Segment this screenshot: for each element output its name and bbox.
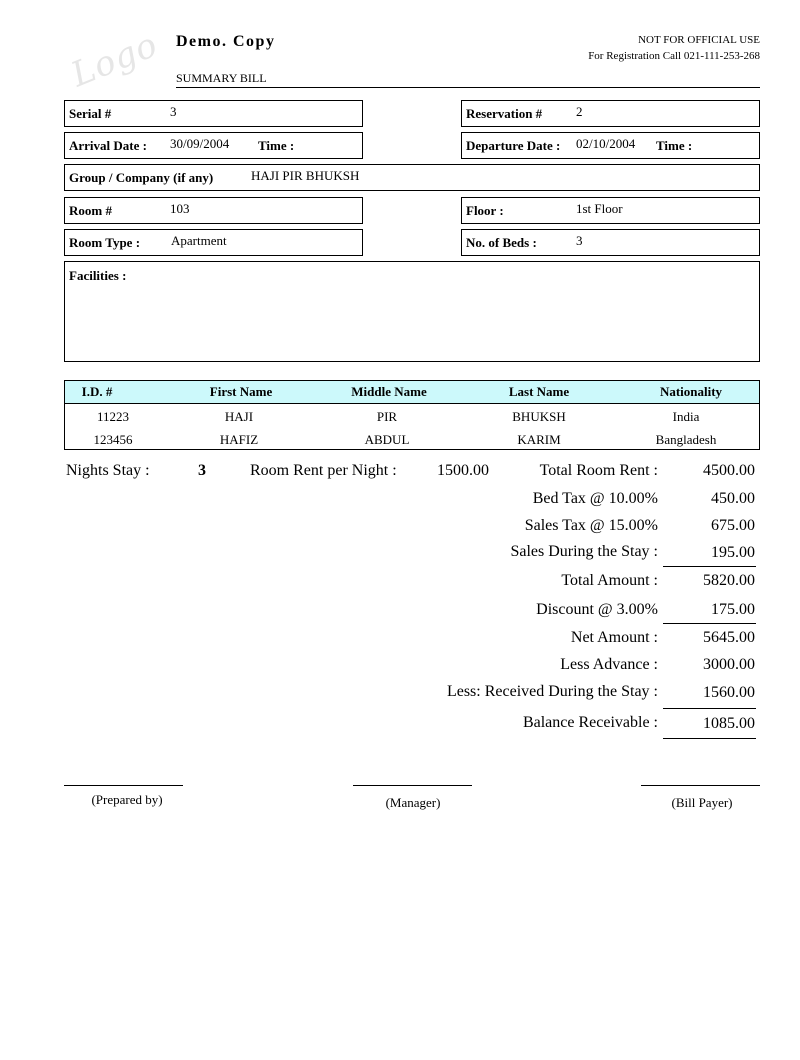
- manager-label: (Manager): [385, 795, 441, 810]
- room-type-value: Apartment: [171, 233, 227, 248]
- cell-nationality: Bangladesh: [655, 432, 717, 447]
- prepared-signature-line: [64, 785, 183, 786]
- room-rent-value: 1500.00: [437, 462, 489, 479]
- guests-table-header: [65, 381, 759, 404]
- cell-first-name: HAJI: [224, 409, 254, 424]
- beds-box: [461, 229, 760, 256]
- header-nationality: Nationality: [659, 384, 723, 399]
- payer-signature-line: [641, 785, 760, 786]
- sales-during-stay-label: Sales During the Stay :: [510, 543, 658, 560]
- room-type-box: [64, 229, 363, 256]
- total-amount-label: Total Amount :: [561, 572, 658, 589]
- arrival-time-label: Time :: [258, 138, 295, 153]
- cell-first-name: HAFIZ: [219, 432, 259, 447]
- received-during-stay-label: Less: Received During the Stay :: [446, 683, 658, 700]
- registration-contact: For Registration Call 021-111-253-268: [588, 50, 760, 62]
- room-type-label: Room Type :: [69, 235, 141, 250]
- logo-watermark: Logo: [65, 24, 164, 96]
- cell-id: 123456: [93, 432, 133, 447]
- cell-last-name: KARIM: [517, 432, 561, 447]
- reservation-label: Reservation #: [466, 106, 543, 121]
- header-middle-name: Middle Name: [351, 384, 427, 399]
- nights-stay-label: Nights Stay :: [66, 462, 150, 479]
- sales-during-stay-value: 195.00: [711, 544, 755, 561]
- net-amount-label: Net Amount :: [570, 629, 658, 646]
- room-value: 103: [170, 201, 190, 216]
- serial-box: [64, 100, 363, 127]
- group-label: Group / Company (if any): [69, 170, 214, 185]
- summary-bill-title: SUMMARY BILL: [176, 71, 267, 85]
- subtotal-line: [663, 566, 756, 567]
- total-room-rent-value: 4500.00: [703, 462, 755, 479]
- sales-tax-value: 675.00: [711, 517, 755, 534]
- balance-top-line: [663, 708, 756, 709]
- beds-label: No. of Beds :: [466, 235, 537, 250]
- guests-table: [64, 380, 760, 450]
- arrival-label: Arrival Date :: [69, 138, 147, 153]
- net-amount-value: 5645.00: [703, 629, 755, 646]
- arrival-value: 30/09/2004: [170, 136, 230, 151]
- departure-time-label: Time :: [656, 138, 693, 153]
- cell-nationality: India: [672, 409, 700, 424]
- floor-label: Floor :: [466, 203, 504, 218]
- total-amount-value: 5820.00: [703, 572, 755, 589]
- discount-value: 175.00: [711, 601, 755, 618]
- bill-payer-label: (Bill Payer): [671, 795, 733, 810]
- total-room-rent-label: Total Room Rent :: [539, 462, 658, 479]
- room-rent-label: Room Rent per Night :: [250, 462, 397, 479]
- nights-stay-value: 3: [198, 462, 206, 479]
- header-last-name: Last Name: [508, 384, 570, 399]
- discount-line: [663, 623, 756, 624]
- balance-receivable-label: Balance Receivable :: [522, 714, 658, 731]
- group-box: [64, 164, 760, 191]
- cell-last-name: BHUKSH: [512, 409, 566, 424]
- received-during-stay-value: 1560.00: [703, 684, 755, 701]
- departure-label: Departure Date :: [466, 138, 561, 153]
- discount-label: Discount @ 3.00%: [536, 601, 658, 618]
- cell-middle-name: ABDUL: [364, 432, 410, 447]
- beds-value: 3: [576, 233, 583, 248]
- balance-receivable-value: 1085.00: [703, 715, 755, 732]
- header-rule: [176, 87, 760, 88]
- room-box: [64, 197, 363, 224]
- serial-label: Serial #: [69, 106, 112, 121]
- bed-tax-value: 450.00: [711, 490, 755, 507]
- serial-value: 3: [170, 104, 177, 119]
- departure-value: 02/10/2004: [576, 136, 636, 151]
- room-label: Room #: [69, 203, 112, 218]
- facilities-box: [64, 261, 760, 362]
- group-value: HAJI PIR BHUKSH: [251, 168, 360, 183]
- cell-id: 11223: [96, 409, 130, 424]
- sales-tax-label: Sales Tax @ 15.00%: [524, 517, 658, 534]
- header-id: I.D. #: [81, 384, 113, 399]
- arrival-box: [64, 132, 363, 159]
- prepared-by-label: (Prepared by): [91, 792, 163, 807]
- cell-middle-name: PIR: [376, 409, 398, 424]
- less-advance-value: 3000.00: [703, 656, 755, 673]
- reservation-value: 2: [576, 104, 583, 119]
- floor-value: 1st Floor: [576, 201, 623, 216]
- less-advance-label: Less Advance :: [560, 656, 658, 673]
- bed-tax-label: Bed Tax @ 10.00%: [532, 490, 658, 507]
- facilities-label: Facilities :: [69, 268, 127, 283]
- demo-copy-title: Demo. Copy: [176, 33, 276, 50]
- floor-box: [461, 197, 760, 224]
- header-first-name: First Name: [209, 384, 273, 399]
- departure-box: [461, 132, 760, 159]
- not-official-notice: NOT FOR OFFICIAL USE: [638, 34, 760, 46]
- manager-signature-line: [353, 785, 472, 786]
- balance-bottom-line: [663, 738, 756, 739]
- reservation-box: [461, 100, 760, 127]
